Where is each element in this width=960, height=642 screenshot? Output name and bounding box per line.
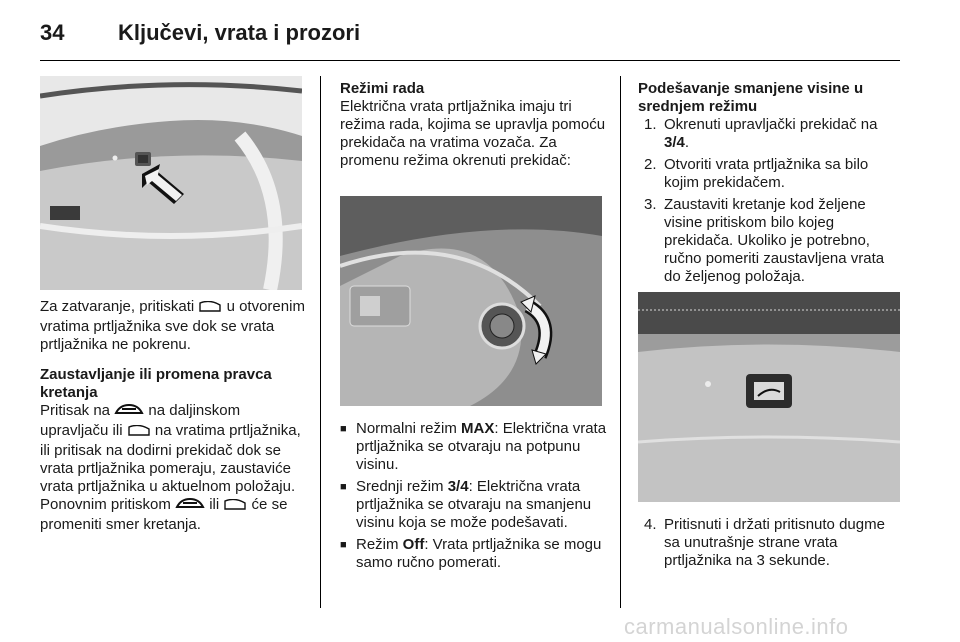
driver-door-switch-illustration — [340, 196, 602, 406]
close-instructions: Za zatvaranje, pritiskati u otvorenim vratima prtljažnika sve dok se vrata prtljažnika ne pokrenu. — [40, 298, 305, 353]
column-divider-1 — [320, 76, 321, 608]
column-1-text — [40, 298, 310, 546]
section-heading-stop: Zaustavljanje ili promena pravca kretanja — [40, 366, 272, 401]
list-item: ■ Srednji režim 3/4: Električna vrata prtljažnika se otvaraju na smanjenu visinu koja se može podešavati. — [340, 478, 610, 532]
list-item: 1. Okrenuti upravljački prekidač na 3/4. — [644, 116, 878, 151]
page-header — [40, 18, 920, 58]
modes-intro: Električna vrata prtljažnika imaju tri režima rada, kojima se upravlja pomoću prekidača na vratima vozača. Za promenu režima okrenuti prekidač: — [340, 98, 606, 169]
watermark: carmanualsonline.info — [624, 614, 849, 639]
tailgate-button-icon — [223, 498, 247, 516]
remote-tailgate-icon — [175, 497, 205, 516]
modes-list — [340, 420, 610, 576]
column-3-step-4 — [638, 516, 904, 574]
tailgate-button-icon — [127, 424, 151, 442]
page-number: 34 — [40, 20, 65, 45]
list-item: ■ Režim Off: Vrata prtljažnika se mogu samo ručno pomerati. — [340, 536, 610, 572]
list-item: 4. Pritisnuti i držati pritisnuto dugme sa unutrašnje strane vrata prtljažnika na 3 sekunde. — [644, 516, 885, 569]
column-2-text — [340, 80, 608, 182]
header-rule — [40, 60, 900, 61]
section-heading-adjust: Podešavanje smanjene visine u srednjem režimu — [638, 80, 864, 115]
column-divider-2 — [620, 76, 621, 608]
stop-instructions: Pritisak na na daljinskom upravljaču ili na vratima prtljažnika, ili pritisak na dodirni prekidač dok se vrata prtljažnika pomeraju, zaustaviće vrata prtljažnika u aktuelnom položaju. Ponovnim pritiskom ili će se promeniti smer kretanja. — [40, 402, 301, 533]
tailgate-button-illustration — [40, 76, 302, 290]
list-item: ■ Normalni režim MAX: Električna vrata prtljažnika se otvaraju na potpunu visinu. — [340, 420, 610, 474]
remote-tailgate-icon — [114, 403, 144, 422]
tailgate-button-icon — [198, 300, 222, 318]
section-heading-modes: Režimi rada — [340, 80, 425, 97]
column-3-text — [638, 80, 904, 290]
list-item: 2. Otvoriti vrata prtljažnika sa bilo kojim prekidačem. — [644, 156, 869, 191]
list-item: 3. Zaustaviti kretanje kod željene visine pritiskom bilo kojeg prekidača. Ukoliko je potrebno, ručno pomeriti zaustavljena vrata do željenog položaja. — [644, 196, 885, 285]
page-title: Ključevi, vrata i prozori — [118, 20, 361, 45]
tailgate-inner-button-illustration — [638, 292, 900, 502]
